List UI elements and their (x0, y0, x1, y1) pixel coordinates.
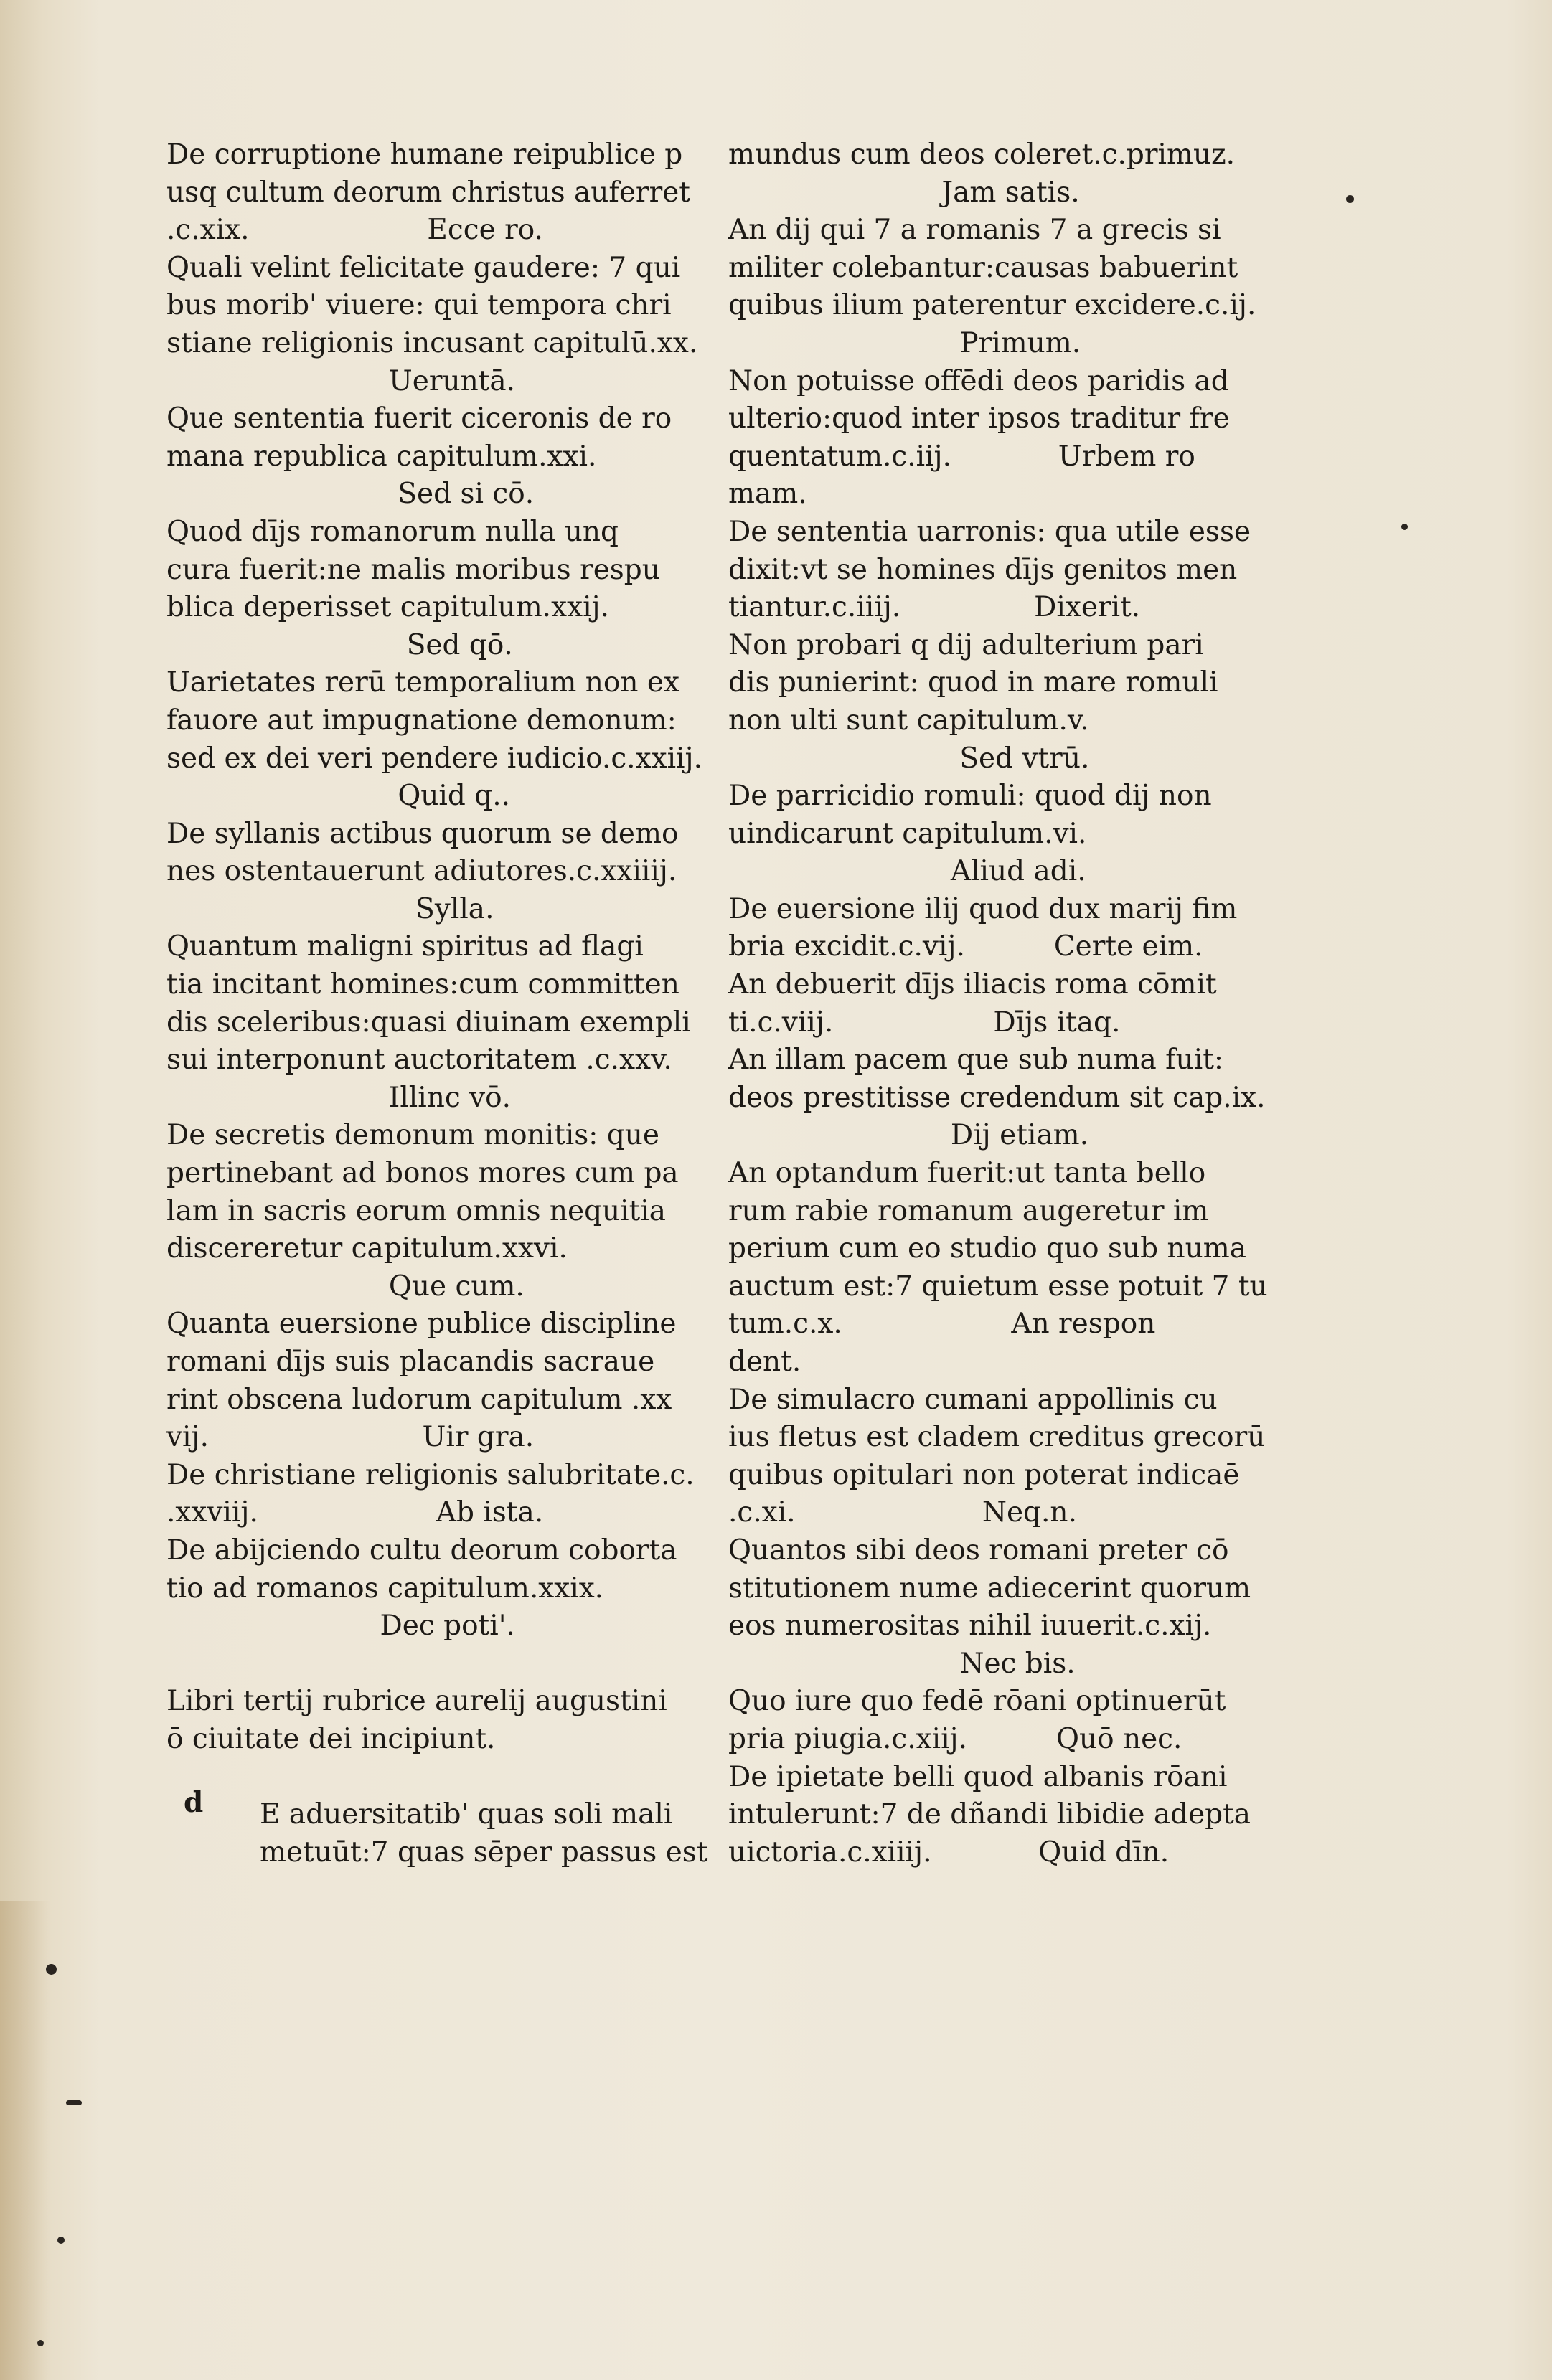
text-line: ius fletus est cladem creditus grecorū (728, 1421, 1266, 1454)
text-line: blica deperisset capitulum.xxij. (166, 591, 610, 624)
ink-spot (57, 2237, 65, 2244)
text-line: Quantum maligni spiritus ad flagi (166, 930, 644, 963)
text-line: usq cultum deorum christus auferret (166, 176, 690, 209)
text-line: Primum. (728, 326, 1081, 359)
ink-spot (46, 1964, 57, 1975)
ink-spot (1401, 524, 1408, 530)
text-line: mundus cum deos coleret.c.primuz. (728, 138, 1236, 171)
text-line: tio ad romanos capitulum.xxix. (166, 1572, 604, 1605)
text-line: intulerunt:7 de dñandi libidie adepta (728, 1798, 1251, 1831)
text-line: auctum est:7 quietum esse potuit 7 tu (728, 1270, 1268, 1303)
text-line: fauore aut impugnatione demonum: (166, 704, 677, 737)
text-line: .xxviij. Ab ista. (166, 1496, 544, 1529)
right-text-column (728, 136, 1268, 1871)
text-line: stiane religionis incusant capitulū.xx. (166, 326, 698, 359)
text-line: De simulacro cumani appollinis cu (728, 1383, 1218, 1416)
text-line: pria piugia.c.xiij. Quō nec. (728, 1722, 1182, 1755)
text-line: quibus ilium paterentur excidere.c.ij. (728, 289, 1256, 322)
text-line: dis sceleribus:quasi diuinam exempli (166, 1006, 691, 1039)
text-line: bus morib' viuere: qui tempora chri (166, 289, 672, 322)
text-line: De euersione ilij quod dux marij fim (728, 892, 1238, 925)
text-line: tia incitant homines:cum committen (166, 968, 679, 1001)
text-line: uindicarunt capitulum.vi. (728, 817, 1087, 850)
text-line: Quali velint felicitate gaudere: 7 qui (166, 251, 681, 284)
chapter-opening (166, 1796, 708, 1871)
text-line: E aduersitatib' quas soli mali (260, 1798, 673, 1831)
text-line: De christiane religionis salubritate.c. (166, 1458, 695, 1491)
text-line: bria excidit.c.vij. Certe eim. (728, 930, 1203, 963)
text-line: Quo iure quo fedē rōani optinuerūt (728, 1685, 1226, 1718)
text-line: non ulti sunt capitulum.v. (728, 704, 1089, 737)
text-line: perium cum eo studio quo sub numa (728, 1232, 1246, 1265)
text-line: Dij etiam. (728, 1119, 1089, 1152)
text-line: vij. Uir gra. (166, 1421, 535, 1454)
left-text-column (166, 136, 708, 1871)
text-line: Quod dījs romanorum nulla unq (166, 515, 619, 548)
text-line: lam in sacris eorum omnis nequitia (166, 1194, 667, 1227)
ink-spot (66, 2100, 82, 2105)
ink-spot (1346, 195, 1354, 203)
text-line: De syllanis actibus quorum se demo (166, 817, 679, 850)
text-line: Quantos sibi deos romani preter cō (728, 1534, 1229, 1567)
line-gap (166, 1759, 640, 1797)
text-line: .c.xix. Ecce ro. (166, 214, 543, 247)
text-line: Ueruntā. (166, 364, 516, 397)
text-line: Sed vtrū. (728, 742, 1090, 775)
text-line: De ipietate belli quod albanis rōani (728, 1760, 1228, 1793)
text-line: mana republica capitulum.xxi. (166, 440, 597, 473)
text-line: Non probari q dij adulterium pari (728, 628, 1204, 661)
text-line: Sed si cō. (166, 478, 535, 511)
rubric-heading-line: ō ciuitate dei incipiunt. (166, 1722, 496, 1755)
rubric-heading-line: Libri tertij rubrice aurelij augustini (166, 1685, 667, 1718)
text-line: quibus opitulari non poterat indicaē (728, 1458, 1240, 1491)
text-line: romani dījs suis placandis sacraue (166, 1346, 655, 1378)
text-line: De secretis demonum monitis: que (166, 1119, 659, 1152)
text-line: metuūt:7 quas sēper passus est (260, 1836, 708, 1869)
text-line: Sed qō. (166, 628, 513, 661)
text-line: Dec poti'. (166, 1610, 515, 1643)
drop-letter-guide: d (184, 1786, 204, 1819)
text-line: tiantur.c.iiij. Dixerit. (728, 591, 1141, 624)
text-line: Que cum. (166, 1270, 525, 1303)
text-line: Jam satis. (728, 176, 1080, 209)
text-line: quentatum.c.iij. Urbem ro (728, 440, 1195, 473)
ink-spot (37, 2340, 44, 2346)
text-line: militer colebantur:causas babuerint (728, 251, 1238, 284)
text-line: rum rabie romanum augeretur im (728, 1194, 1209, 1227)
text-line: sui interponunt auctoritatem .c.xxv. (166, 1044, 672, 1077)
text-line: An illam pacem que sub numa fuit: (728, 1044, 1224, 1077)
text-line: ti.c.viij. Dījs itaq. (728, 1006, 1121, 1039)
text-line: pertinebant ad bonos mores cum pa (166, 1157, 679, 1190)
text-line: De corruptione humane reipublice p (166, 138, 683, 171)
text-line: Sylla. (166, 892, 494, 925)
text-line: De parricidio romuli: quod dij non (728, 780, 1212, 813)
text-line: stitutionem nume adiecerint quorum (728, 1572, 1251, 1605)
text-line: tum.c.x. An respon (728, 1308, 1156, 1341)
page-edge-stain (0, 1901, 50, 2380)
text-line: Que sententia fuerit ciceronis de ro (166, 402, 672, 435)
text-line: nes ostentauerunt adiutores.c.xxiiij. (166, 855, 677, 888)
text-line: discereretur capitulum.xxvi. (166, 1232, 568, 1265)
text-line: Uarietates rerū temporalium non ex (166, 666, 679, 699)
line-gap (166, 1645, 640, 1684)
text-line: Nec bis. (728, 1647, 1076, 1680)
text-line: .c.xi. Neq.n. (728, 1496, 1077, 1529)
text-line: An optandum fuerit:ut tanta bello (728, 1157, 1206, 1190)
text-line: De abijciendo cultu deorum coborta (166, 1534, 677, 1567)
text-line: sed ex dei veri pendere iudicio.c.xxiij. (166, 742, 702, 775)
text-line: mam. (728, 478, 807, 511)
text-line: rint obscena ludorum capitulum .xx (166, 1383, 672, 1416)
text-line: An debuerit dījs iliacis roma cōmit (728, 968, 1217, 1001)
text-line: An dij qui 7 a romanis 7 a grecis si (728, 214, 1221, 247)
text-line: uictoria.c.xiiij. Quid dīn. (728, 1836, 1170, 1869)
text-line: ulterio:quod inter ipsos traditur fre (728, 402, 1230, 435)
text-line: Non potuisse offēdi deos paridis ad (728, 364, 1229, 397)
text-line: cura fuerit:ne malis moribus respu (166, 553, 660, 586)
text-line: eos numerositas nihil iuuerit.c.xij. (728, 1610, 1212, 1643)
text-line: Illinc vō. (166, 1081, 512, 1114)
text-line: dis punierint: quod in mare romuli (728, 666, 1218, 699)
text-line: Quid q.. (166, 780, 511, 813)
text-line: dixit:vt se homines dījs genitos men (728, 553, 1238, 586)
text-line: deos prestitisse credendum sit cap.ix. (728, 1081, 1266, 1114)
text-line: dent. (728, 1346, 801, 1378)
text-line: Quanta euersione publice discipline (166, 1308, 677, 1341)
text-line: Aliud adi. (728, 855, 1086, 888)
text-line: De sententia uarronis: qua utile esse (728, 515, 1251, 548)
